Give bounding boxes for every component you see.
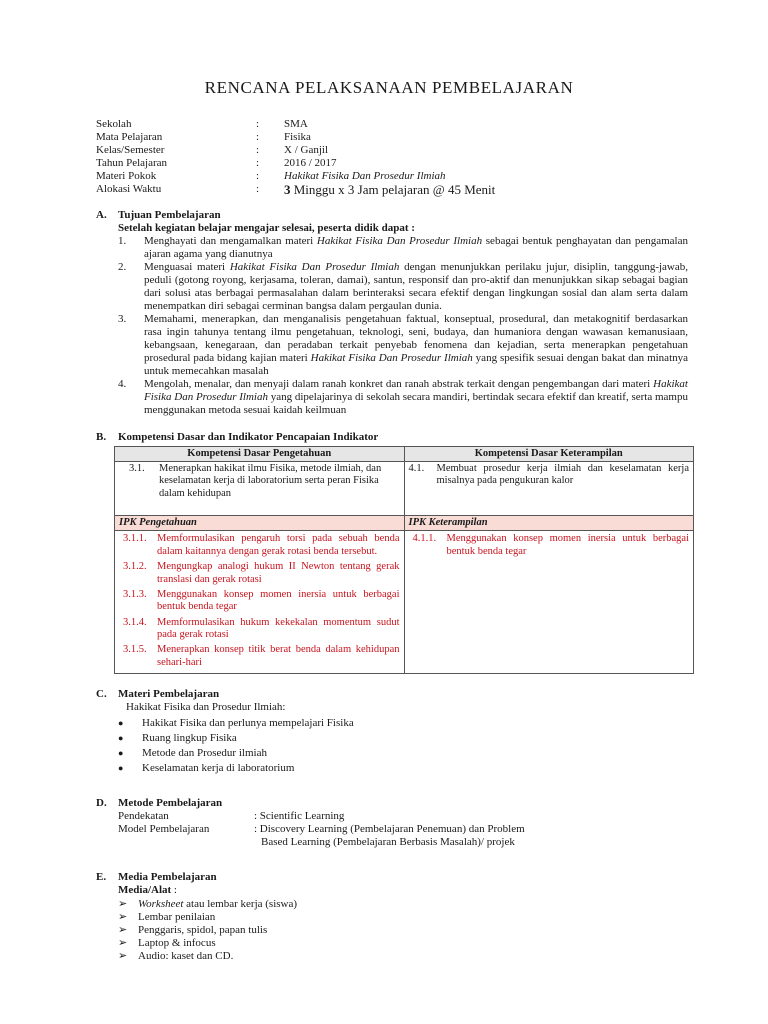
kd-skill-cell: 4.1. Membuat prosedur kerja ilmiah dan keselamatan kerja misalnya pada pengukuran kalor [404,461,694,515]
section-a-heading: A. Tujuan Pembelajaran [96,209,221,222]
ipk-number: 4.1.1. [412,533,437,545]
section-a-subheading: Setelah kegiatan belajar mengajar selesai, peserta didik dapat : [118,222,415,235]
model-label: Model Pembelajaran [118,823,210,836]
ipk-text: Memformulasikan pengaruh torsi pada sebuah benda dalam kaitannya dengan gerak rotasi benda tersebut. [157,533,400,557]
media-text [138,950,233,963]
info-block [96,118,688,196]
info-value-text: Fisika [284,131,311,144]
ipk-knowledge-cell [115,531,405,674]
bullet-icon: ● [118,748,124,759]
ipk-number: 3.1.5. [123,644,147,656]
objective-number: 3. [118,312,127,325]
materi-list [118,716,688,775]
section-d-heading: D. Metode Pembelajaran [96,797,223,810]
objective-text [144,378,688,417]
media-text [138,898,297,911]
ipk-text: Menggunakan konsep momen inersia untuk berbagai bentuk benda tegar [446,533,689,557]
ipk-item [123,617,400,642]
info-value [284,183,688,196]
objective-post: dengan menunjukkan perilaku jujur, disiplin, tanggung-jawab, peduli (gotong royong, kerjasama, toleran, damai), santun, responsif dan pro-aktif dan menunjukkan sikap sebagai bagian dari solusi atas berbagai permasalahan dalam berinteraksi secara efektif dengan lingkungan sosial dan alam serta dalam menempatkan diri sebagai cerminan bangsa dalam pergaulan dunia. [144,260,688,312]
objective-post: sebagai bentuk penghayatan dan pengamalan ajaran agama yang dianutnya [144,234,688,260]
materi-item [118,746,688,760]
approach-value: : Scientific Learning [254,810,345,823]
section-e-heading: E. Media Pembelajaran [96,870,217,883]
materi-text: Ruang lingkup Fisika [142,732,237,745]
info-label: Kelas/Semester [96,144,165,157]
media-rest: Audio: kaset dan CD. [138,949,234,962]
media-list [118,898,688,963]
objective-emphasis: Hakikat Fisika Dan Prosedur Ilmiah [229,260,400,273]
info-value-text: X / Ganjil [284,144,328,157]
objective-text [144,235,688,261]
ipk-item [413,533,690,558]
objective-item [118,313,688,378]
materi-intro: Hakikat Fisika dan Prosedur Ilmiah: [126,701,286,714]
ipk-item [123,561,400,586]
kd-knowledge-cell: 3.1. Menerapkan hakikat ilmu Fisika, metode ilmiah, dan keselamatan kerja di laboratorium serta peran Fisika dalam kehidupan [115,461,405,515]
section-c-heading: C. Materi Pembelajaran [96,688,220,701]
ipk-skill-header: IPK Keterampilan [404,516,694,531]
ipk-text: Mengungkap analogi hukum II Newton tentang gerak translasi dan gerak rotasi [157,561,400,585]
materi-item [118,761,688,775]
bullet-icon: ● [118,763,124,774]
col-skill-header: Kompetensi Dasar Keterampilan [404,446,694,461]
ipk-item [123,533,400,558]
ipk-knowledge-header: IPK Pengetahuan [115,516,405,531]
model-value: : Discovery Learning (Pembelajaran Penemuan) dan Problem Based Learning (Pembelajaran Berbasis Masalah)/ projek [254,823,525,848]
info-value-text: 2016 / 2017 [284,157,337,170]
arrow-bullet-icon: ➢ [118,923,128,936]
media-text [138,911,215,924]
section-b-heading: B. Kompetensi Dasar dan Indikator Pencapaian Indikator [96,430,379,443]
ipk-text: Memformulasikan hukum kekekalan momentum sudut pada gerak rotasi [157,616,400,641]
ipk-number: 3.1.1. [123,533,147,545]
objective-pre: Menghayati dan mengamalkan materi [144,234,317,247]
objective-pre: Menguasai materi [144,260,230,273]
bullet-icon: ● [118,718,124,729]
materi-item [118,716,688,730]
media-item [118,924,688,937]
media-rest: Laptop & infocus [138,936,216,949]
arrow-bullet-icon: ➢ [118,897,128,910]
objective-post: yang dipelajarinya di sekolah secara mandiri, bertindak secara efektif dan kreatif, serta mampu menggunakan metoda sesuai kaidah keilmuan [144,390,688,416]
ipk-number: 3.1.4. [123,616,147,628]
objective-item [118,261,688,313]
materi-text: Hakikat Fisika dan perlunya mempelajari Fisika [142,717,354,730]
materi-text: Keselamatan kerja di laboratorium [142,762,295,775]
media-text [138,924,267,937]
objective-number: 4. [118,377,127,390]
media-rest: atau lembar kerja (siswa) [183,897,298,910]
media-item [118,937,688,950]
ipk-number: 3.1.2. [123,561,147,573]
info-value-text: Minggu x 3 Jam pelajaran @ 45 Menit [290,182,496,198]
method-block [118,810,688,849]
info-value [284,144,688,157]
media-rest: Lembar penilaian [138,910,216,923]
objective-text [144,313,688,378]
col-knowledge-header: Kompetensi Dasar Pengetahuan [115,446,405,461]
info-label: Materi Pokok [96,170,157,183]
media-subheading: Media/Alat : [118,883,177,896]
objective-number: 2. [118,260,127,273]
objective-pre: Memahami, menerapkan, dan menganalisis pengetahuan faktual, konseptual, prosedural, dan metakognitif berdasarkan rasa ingin tahunya tentang ilmu pengetahuan, teknologi, seni, budaya, dan humaniora dengan wawasan kemanusiaan, kebangsaan, kenegaraan, dan peradaban terkait penyebab fenomena dan kejadian, serta menerapkan pengetahuan prosedural pada bidang kajian materi [144,312,688,364]
media-rest: Penggaris, spidol, papan tulis [138,923,268,936]
ipk-number: 3.1.3. [123,588,147,600]
competency-table [114,446,694,675]
objective-post: yang spesifik sesuai dengan bakat dan minatnya untuk memecahkan masalah [144,351,689,377]
arrow-bullet-icon: ➢ [118,910,128,923]
materi-text: Metode dan Prosedur ilmiah [142,747,267,760]
media-item [118,950,688,963]
info-label: Tahun Pelajaran [96,157,168,170]
ipk-text: Menggunakan konsep momen inersia untuk berbagai bentuk benda tegar [157,588,400,613]
info-value-text: SMA [284,118,308,131]
objective-emphasis: Hakikat Fisika Dan Prosedur Ilmiah [310,351,473,364]
info-value-bold: 3 [284,182,291,198]
media-text [138,937,216,950]
objective-pre: Mengolah, menalar, dan menyaji dalam ranah konkret dan ranah abstrak terkait dengan pengembangan dari materi [144,377,654,390]
materi-item [118,731,688,745]
objective-item [118,378,688,417]
info-separator: : [256,131,260,144]
bullet-icon: ● [118,733,124,744]
info-value [284,157,688,170]
info-separator: : [256,144,260,157]
ipk-skill-cell [404,531,694,674]
media-item [118,898,688,911]
info-label: Sekolah [96,118,132,131]
info-value [284,131,688,144]
objectives-list [96,235,688,417]
objective-item [118,235,688,261]
ipk-item [123,589,400,614]
document-title: RENCANA PELAKSANAAN PEMBELAJARAN [204,78,574,97]
approach-label: Pendekatan [118,810,169,823]
info-separator: : [256,183,260,196]
arrow-bullet-icon: ➢ [118,949,128,962]
objective-number: 1. [118,234,127,247]
arrow-bullet-icon: ➢ [118,936,128,949]
objective-text [144,261,688,313]
info-separator: : [256,157,260,170]
info-separator: : [256,118,260,131]
info-separator: : [256,170,260,183]
objective-emphasis: Hakikat Fisika Dan Prosedur Ilmiah [144,377,688,403]
info-value [284,118,688,131]
info-value-text: Hakikat Fisika Dan Prosedur Ilmiah [284,170,446,183]
objective-emphasis: Hakikat Fisika Dan Prosedur Ilmiah [316,234,483,247]
info-label: Alokasi Waktu [96,183,162,196]
info-label: Mata Pelajaran [96,131,163,144]
ipk-item [123,644,400,669]
media-emphasis: Worksheet [138,897,184,910]
media-item [118,911,688,924]
ipk-text: Menerapkan konsep titik berat benda dalam kehidupan sehari-hari [157,644,400,668]
